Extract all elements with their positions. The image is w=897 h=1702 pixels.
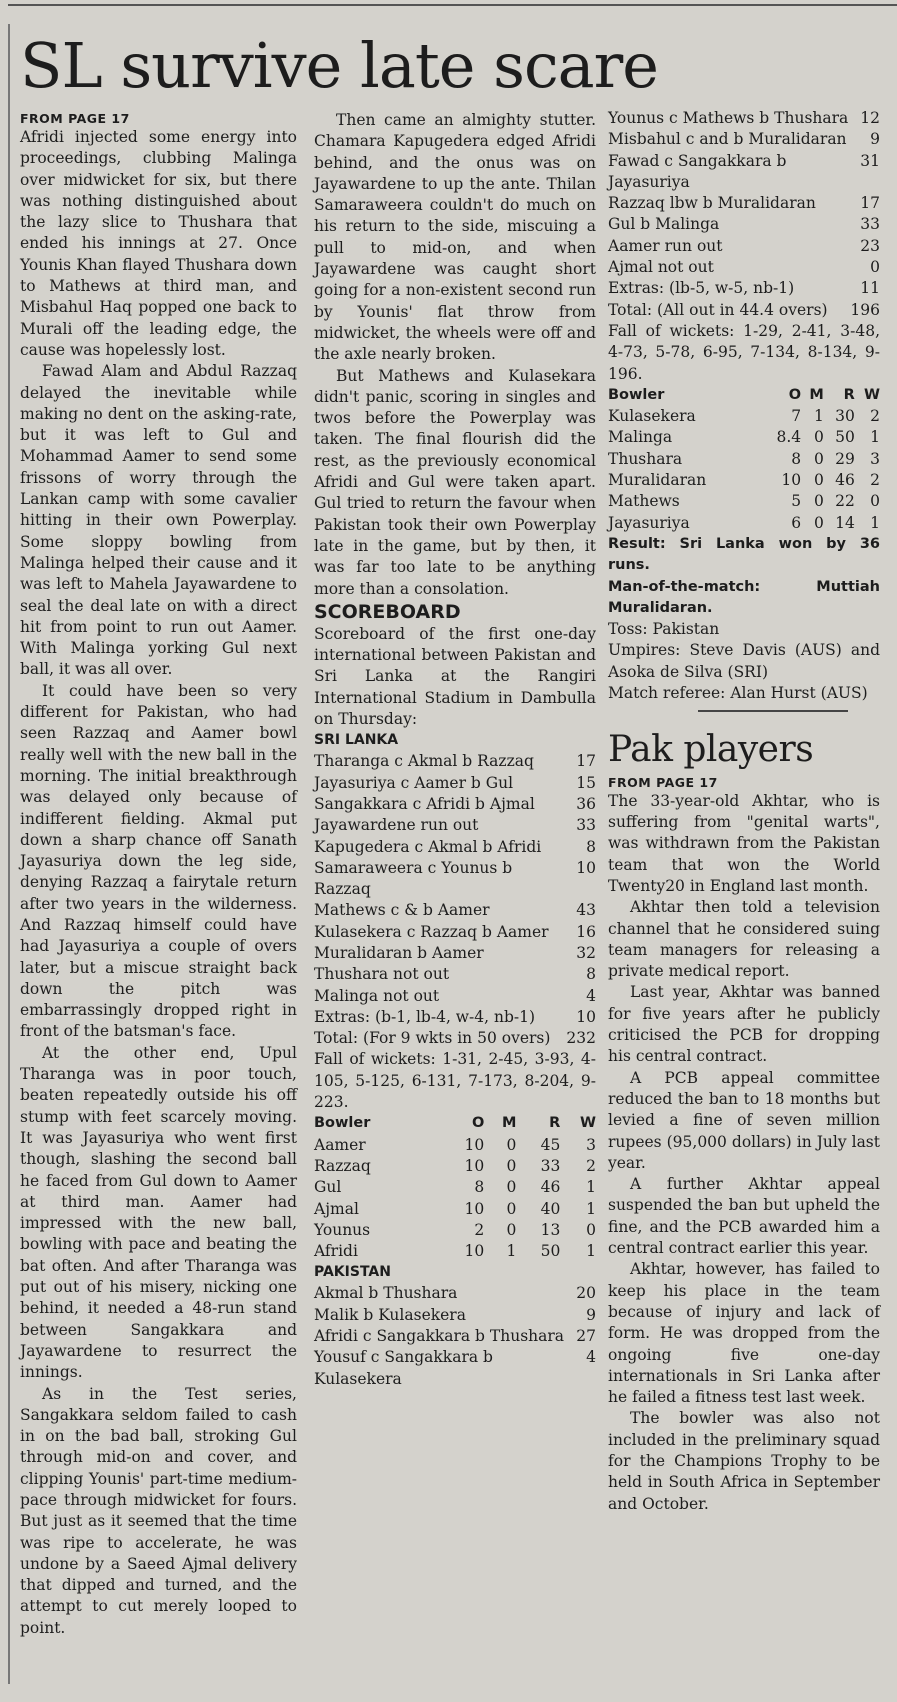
runs: 9 <box>586 1305 596 1324</box>
batsman-entry: Kulasekera c Razzaq b Aamer <box>314 922 549 941</box>
bowling-figure: 46 <box>540 1178 561 1197</box>
batsman-entry: Malik b Kulasekera <box>314 1305 466 1324</box>
batsman-entry: Kapugedera c Akmal b Afridi <box>314 837 542 856</box>
umpires: Umpires: Steve Davis (AUS) and Asoka de Silva (SRI) <box>608 641 880 681</box>
match-referee: Match referee: Alan Hurst (AUS) <box>608 684 868 703</box>
bowling-row <box>608 427 880 448</box>
runs: 15 <box>576 773 596 792</box>
bowling-figure: 2 <box>586 1156 596 1175</box>
story-column-3 <box>608 108 880 1515</box>
bowling-row <box>314 1220 596 1241</box>
bowler-name: Gul <box>314 1178 342 1197</box>
batting-line <box>314 1305 596 1326</box>
batting-line <box>608 278 880 299</box>
bowler-name: Muralidaran <box>608 471 707 490</box>
team-heading-sri-lanka: SRI LANKA <box>314 732 399 749</box>
runs: 232 <box>566 1029 596 1048</box>
story2-paragraph: A further Akhtar appeal suspended the ban but upheld the fine, and the PCB awarded him a central contract earlier this year. <box>608 1175 880 1258</box>
runs: 10 <box>576 1007 596 1026</box>
bowling-figure: 10 <box>464 1199 485 1218</box>
story-column-1 <box>20 110 297 1639</box>
bowling-header-cell: O <box>471 1115 485 1132</box>
bowling-figure: 45 <box>540 1135 561 1154</box>
bowler-name: Ajmal <box>314 1199 359 1218</box>
batting-line <box>314 900 596 921</box>
bowling-figure: 10 <box>464 1156 485 1175</box>
runs: 10 <box>576 858 596 877</box>
pakistan-batting-list-cont <box>608 108 880 321</box>
batting-line <box>314 943 596 964</box>
batsman-entry: Afridi c Sangakkara b Thushara <box>314 1327 565 1346</box>
runs: 17 <box>576 752 596 771</box>
end-rule <box>698 710 848 712</box>
story2-kicker: FROM PAGE 17 <box>608 774 718 790</box>
bowling-figure: 10 <box>781 471 802 490</box>
story2-paragraph: Akhtar then told a television channel that he considered suing team managers for releasing a private medical report. <box>608 898 880 981</box>
batsman-entry: Total: (For 9 wkts in 50 overs) <box>314 1029 551 1048</box>
bowling-header-cell: R <box>843 386 855 403</box>
bowling-figure: 8.4 <box>776 428 802 447</box>
bowling-figure: 1 <box>586 1242 596 1261</box>
bowler-name: Jayasuriya <box>608 513 690 532</box>
bowling-figure: 50 <box>835 428 855 447</box>
bowling-figure: 7 <box>791 407 802 426</box>
bowling-row <box>314 1177 596 1198</box>
bowling-figure: 29 <box>835 449 855 468</box>
bowling-figure: 8 <box>791 449 802 468</box>
runs: 20 <box>576 1284 596 1303</box>
bowling-figure: 2 <box>474 1220 485 1239</box>
bowling-figure: 14 <box>835 513 855 532</box>
scoreboard-intro: Scoreboard of the first one-day international between Pakistan and Sri Lanka at the Rangiri International Stadium in Dambulla on Thursday: <box>314 624 596 729</box>
batsman-entry: Sangakkara c Afridi b Ajmal <box>314 794 535 813</box>
bowler-name: Aamer <box>314 1135 366 1154</box>
batsman-entry: Fawad c Sangakkara b Jayasuriya <box>608 151 787 191</box>
batsman-entry: Extras: (lb-5, w-5, nb-1) <box>608 279 795 298</box>
sri-lanka-bowling-table <box>608 385 880 534</box>
bowling-figure: 3 <box>870 449 880 468</box>
bowling-header-cell: W <box>864 386 880 403</box>
story-paragraph: Afridi injected some energy into proceedings, clubbing Malinga over midwicket for six, but there was nothing distinguished about the lazy slice to Thushara that ended his innings at 27. Once Younis Khan flayed Thushara down to Mathews at third man, and Misbahul Haq popped one back to Murali off the leading edge, the cause was hopelessly lost. <box>20 128 297 359</box>
runs: 9 <box>870 130 880 149</box>
batting-line <box>608 193 880 214</box>
batsman-entry: Razzaq lbw b Muralidaran <box>608 194 816 213</box>
batsman-entry: Samaraweera c Younus b Razzaq <box>314 858 513 899</box>
story2-headline: Pak players <box>608 728 814 770</box>
bowler-name: Younus <box>314 1220 371 1239</box>
bowling-figure: 1 <box>586 1178 596 1197</box>
batting-line <box>314 1283 596 1304</box>
man-of-the-match: Man-of-the-match: Muttiah Muralidaran. <box>608 578 880 616</box>
runs: 33 <box>860 215 880 234</box>
bowling-row <box>608 406 880 427</box>
batsman-entry: Jayasuriya c Aamer b Gul <box>314 773 514 792</box>
bowler-name: Razzaq <box>314 1156 371 1175</box>
bowling-figure: 22 <box>835 492 855 511</box>
batting-line <box>314 1007 596 1028</box>
bowler-name: Afridi <box>314 1242 358 1261</box>
bowling-figure: 1 <box>506 1242 517 1261</box>
headline: SL survive late scare <box>20 29 658 102</box>
bowling-figure: 3 <box>586 1135 596 1154</box>
batsman-entry: Yousuf c Sangakkara b Kulasekera <box>314 1348 493 1388</box>
batsman-entry: Tharanga c Akmal b Razzaq <box>314 752 534 771</box>
bowling-figure: 33 <box>540 1156 561 1175</box>
runs: 0 <box>870 258 880 277</box>
bowling-figure: 1 <box>870 513 880 532</box>
batsman-entry: Aamer run out <box>608 236 723 255</box>
batting-line <box>314 751 596 772</box>
runs: 8 <box>586 965 596 984</box>
bowling-header-cell: M <box>809 386 824 403</box>
runs: 36 <box>576 794 596 813</box>
bowling-figure: 0 <box>813 471 824 490</box>
bowling-figure: 0 <box>586 1220 596 1239</box>
runs: 32 <box>576 943 596 962</box>
bowling-figure: 0 <box>506 1135 517 1154</box>
bowler-name: Kulasekera <box>608 407 696 426</box>
bowler-name: Thushara <box>608 449 683 468</box>
bowling-header-cell: M <box>501 1115 517 1132</box>
story-paragraph: But Mathews and Kulasekara didn't panic, scoring in singles and twos before the Powerplay was taken. The final flourish did the rest, as the previously economical Afridi and Gul were taken apart. Gul tried to return the favour when Pakistan took their own Powerplay late in the game, but by then, it was far too late to be anything more than a consolation. <box>314 366 596 598</box>
story-paragraph: Fawad Alam and Abdul Razzaq delayed the inevitable while making no dent on the asking-rate, but it was left to Gul and Mohammad Aamer to send some frissons of worry through the Lankan camp with some cavalier hitting in their own Powerplay. Some sloppy bowling from Malinga helped their cause and it was left to Mahela Jayawardene to seal the deal late on with a direct hit from point to run out Aamer. With Malinga yorking Gul next ball, it was all over. <box>20 362 297 679</box>
bowling-figure: 50 <box>540 1242 561 1261</box>
bowling-row <box>608 449 880 470</box>
pakistan-batting-list <box>314 1283 596 1389</box>
batting-line <box>314 1028 596 1049</box>
runs: 17 <box>860 194 880 213</box>
runs: 23 <box>860 236 880 255</box>
runs: 33 <box>576 816 596 835</box>
kicker: FROM PAGE 17 <box>20 111 130 126</box>
bowling-header-row <box>314 1113 596 1134</box>
pakistan-bowling-table <box>314 1113 596 1262</box>
story2-paragraph: The 33-year-old Akhtar, who is suffering from "genital warts", was withdrawn from the Pakistan team that won the World Twenty20 in England last month. <box>608 791 880 895</box>
bowling-figure: 1 <box>870 428 880 447</box>
runs: 27 <box>576 1327 596 1346</box>
batting-line <box>608 108 880 129</box>
batting-line <box>314 794 596 815</box>
runs: 4 <box>586 1348 596 1367</box>
batting-line <box>314 773 596 794</box>
runs: 11 <box>860 279 880 298</box>
bowler-name: Malinga <box>608 428 673 447</box>
batting-line <box>314 1347 596 1390</box>
batting-line <box>314 815 596 836</box>
bowling-figure: 0 <box>506 1199 517 1218</box>
scoreboard-title: SCOREBOARD <box>314 600 461 623</box>
batting-line <box>314 1326 596 1347</box>
match-result: Result: Sri Lanka won by 36 runs. <box>608 535 880 574</box>
story-column-2 <box>314 110 596 1390</box>
bowling-figure: 0 <box>813 449 824 468</box>
story2-paragraph: A PCB appeal committee reduced the ban to 18 months but levied a fine of seven million rupees (95,000 dollars) in July last year. <box>608 1068 880 1172</box>
bowling-header-cell: Bowler <box>314 1115 371 1132</box>
sri-lanka-batting-list <box>314 751 596 1049</box>
batsman-entry: Younus c Mathews b Thushara <box>608 109 849 127</box>
bowling-figure: 5 <box>791 492 802 511</box>
story-paragraph: At the other end, Upul Tharanga was in poor touch, beaten repeatedly outside his off stump with feet scarcely moving. It was Jayasuriya who went first though, slashing the second ball he faced from Gul down to Aamer at third man. Aamer had impressed with the new ball, bowling with pace and beating the bat often. And after Tharanga was put out of his misery, nicking one behind, it needed a 48-run stand between Sangakkara and Jayawardene to resurrect the innings. <box>20 1043 297 1382</box>
bowling-row <box>314 1156 596 1177</box>
bowling-figure: 0 <box>870 492 880 511</box>
bowling-figure: 0 <box>813 513 824 532</box>
runs: 196 <box>850 300 880 319</box>
bowler-name: Mathews <box>608 492 680 511</box>
runs: 8 <box>586 837 596 856</box>
batting-line <box>608 236 880 257</box>
bowling-figure: 30 <box>835 407 855 426</box>
bowling-figure: 0 <box>506 1156 517 1175</box>
runs: 4 <box>586 986 596 1005</box>
story2-paragraph: The bowler was also not included in the preliminary squad for the Champions Trophy to be held in South Africa in September and October. <box>608 1409 880 1513</box>
column-rule <box>8 24 10 1684</box>
batting-line <box>608 300 880 321</box>
story-paragraph: Then came an almighty stutter. Chamara Kapugedera edged Afridi behind, and the onus was on Jayawardene to up the ante. Thilan Samaraweera couldn't do much on his return to the side, miscuing a pull to mid-on, and when Jayawardene was caught short going for a non-existent second run by Younis' flat throw from midwicket, the wheels were off and the axle nearly broken. <box>314 111 596 364</box>
bowling-header-cell: Bowler <box>608 386 665 403</box>
story2-paragraph: Last year, Akhtar was banned for five years after he publicly criticised the PCB for dropping his central contract. <box>608 983 880 1066</box>
bowling-header-row <box>608 385 880 406</box>
bowling-figure: 46 <box>835 471 855 490</box>
bowling-header-cell: O <box>788 386 802 403</box>
batsman-entry: Thushara not out <box>314 965 450 984</box>
bowling-row <box>608 513 880 534</box>
bowling-figure: 0 <box>813 492 824 511</box>
batsman-entry: Total: (All out in 44.4 overs) <box>608 300 828 319</box>
fall-of-wickets: Fall of wickets: 1-29, 2-41, 3-48, 4-73, 5-78, 6-95, 7-134, 8-134, 9-196. <box>608 321 880 383</box>
story-paragraph: As in the Test series, Sangakkara seldom failed to cash in on the bad ball, stroking Gul through mid-on and cover, and clipping Younis' part-time medium-pace through midwicket for fours. But just as it seemed that the time was ripe to accelerate, he was undone by a Saeed Ajmal delivery that dipped and turned, and the attempt to cut merely looped to point. <box>20 1384 297 1637</box>
batting-line <box>314 837 596 858</box>
batsman-entry: Extras: (b-1, lb-4, w-4, nb-1) <box>314 1007 536 1026</box>
batsman-entry: Muralidaran b Aamer <box>314 943 484 962</box>
batsman-entry: Misbahul c and b Muralidaran <box>608 130 847 149</box>
batsman-entry: Mathews c & b Aamer <box>314 901 490 920</box>
batsman-entry: Gul b Malinga <box>608 215 720 234</box>
batting-line <box>314 986 596 1007</box>
bowling-figure: 13 <box>540 1220 561 1239</box>
batsman-entry: Akmal b Thushara <box>314 1284 458 1303</box>
top-rule <box>8 4 897 6</box>
batting-line <box>608 257 880 278</box>
runs: 16 <box>576 922 596 941</box>
batsman-entry: Jayawardene run out <box>314 816 479 835</box>
toss: Toss: Pakistan <box>608 620 720 639</box>
bowling-row <box>314 1199 596 1220</box>
batting-line <box>608 129 880 150</box>
team-heading-pakistan: PAKISTAN <box>314 1264 391 1281</box>
story-paragraph: It could have been so very different for Pakistan, who had seen Razzaq and Aamer bowl really well with the new ball in the morning. The initial breakthrough was delayed only because of indifferent fielding. Akmal put down a sharp chance off Sanath Jayasuriya down the leg side, denying Razzaq a fairytale return after two years in the wilderness. And Razzaq himself could have had Jayasuriya a couple of overs later, but a miscue straight back down the pitch was embarrassingly dropped right in front of the batsman's face. <box>20 681 297 1041</box>
runs: 12 <box>860 109 880 127</box>
runs: 43 <box>576 901 596 920</box>
batting-line <box>314 964 596 985</box>
bowling-figure: 0 <box>506 1178 517 1197</box>
bowling-figure: 2 <box>870 407 880 426</box>
bowling-figure: 8 <box>474 1178 485 1197</box>
bowling-row <box>608 470 880 491</box>
bowling-header-cell: R <box>549 1115 561 1132</box>
bowling-figure: 2 <box>870 471 880 490</box>
bowling-figure: 10 <box>464 1135 485 1154</box>
bowling-header-cell: W <box>580 1115 596 1132</box>
batting-line <box>314 922 596 943</box>
fall-of-wickets: Fall of wickets: 1-31, 2-45, 3-93, 4-105, 5-125, 6-131, 7-173, 8-204, 9-223. <box>314 1050 596 1112</box>
batting-line <box>314 858 596 901</box>
bowling-figure: 1 <box>586 1199 596 1218</box>
bowling-figure: 40 <box>540 1199 561 1218</box>
bowling-row <box>314 1241 596 1262</box>
story2-paragraph: Akhtar, however, has failed to keep his place in the team because of injury and lack of form. He was dropped from the ongoing five one-day internationals in Sri Lanka after he failed a fitness test last week. <box>608 1260 880 1407</box>
bowling-row <box>314 1135 596 1156</box>
bowling-figure: 10 <box>464 1242 485 1261</box>
runs: 31 <box>860 151 880 170</box>
batting-line <box>608 214 880 235</box>
bowling-figure: 1 <box>813 407 824 426</box>
batsman-entry: Malinga not out <box>314 986 440 1005</box>
bowling-figure: 6 <box>791 513 802 532</box>
bowling-figure: 0 <box>813 428 824 447</box>
bowling-figure: 0 <box>506 1220 517 1239</box>
batting-line <box>608 151 880 194</box>
bowling-row <box>608 491 880 512</box>
batsman-entry: Ajmal not out <box>608 258 714 277</box>
